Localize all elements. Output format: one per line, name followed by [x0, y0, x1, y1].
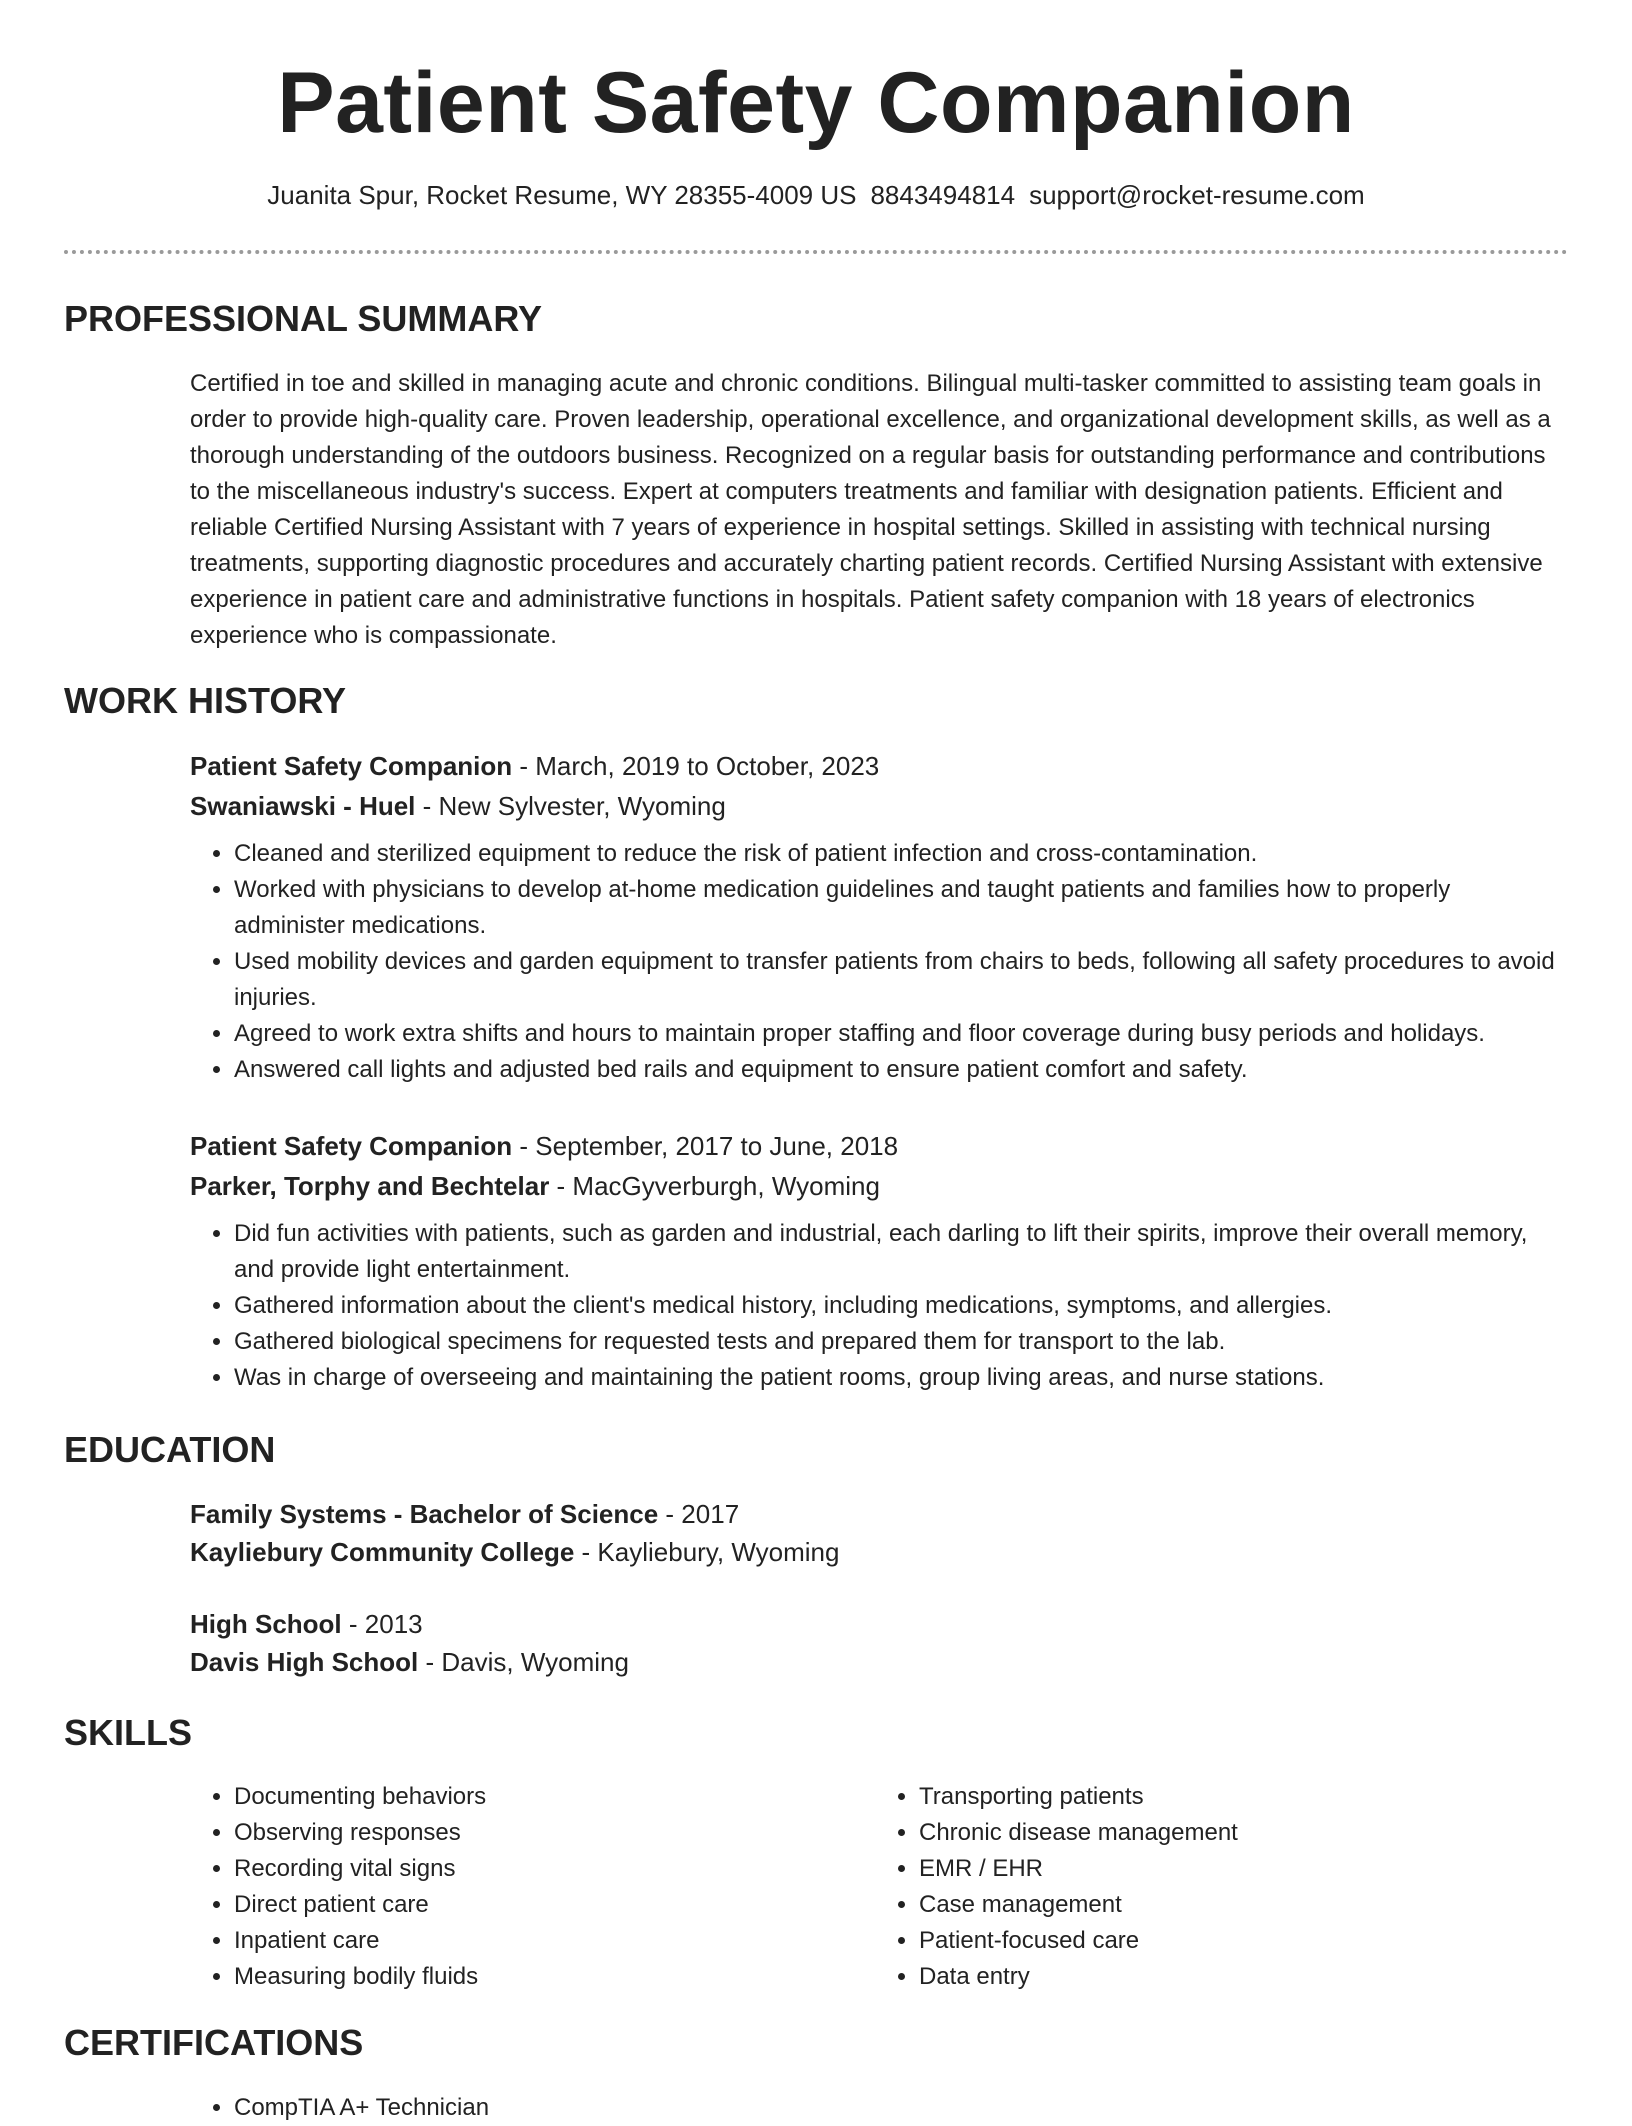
list-item: • Cleaned and sterilized equipment to reduce the risk of patient infection and cross-contamination.	[234, 836, 1560, 872]
section-title-work: WORK HISTORY	[64, 680, 347, 721]
education-school-line	[190, 1533, 1560, 1571]
contact-phone: 8843494814	[870, 180, 1016, 210]
list-item: • Did fun activities with patients, such as garden and industrial, each darling to lift their spirits, improve their overall memory, and provide light entertainment.	[234, 1216, 1560, 1288]
education-degree: Family Systems - Bachelor of Science	[190, 1499, 659, 1529]
education-degree-line	[190, 1605, 1560, 1643]
job-location: - New Sylvester, Wyoming	[415, 791, 726, 821]
job-company-line	[190, 786, 1560, 826]
summary-text: Certified in toe and skilled in managing acute and chronic conditions. Bilingual multi-tasker committed to assisting team goals in order to provide high-quality care. Proven leadership, operational excellence, and organizational development skills, as well as a thorough understanding of the outdoors business. Recognized on a regular basis for outstanding performance and contributions to the miscellaneous industry's success. Expert at computers treatments and familiar with designation patients. Efficient and reliable Certified Nursing Assistant with 7 years of experience in hospital settings. Skilled in assisting with technical nursing treatments, supporting diagnostic procedures and accurately charting patient records. Certified Nursing Assistant with extensive experience in patient care and administrative functions in hospitals. Patient safety companion with 18 years of electronics experience who is compassionate.	[190, 370, 1551, 649]
job-entry	[190, 746, 1560, 1088]
contact-address: Juanita Spur, Rocket Resume, WY 28355-4009 US	[267, 180, 857, 210]
resume-name-title: Patient Safety Companion	[277, 55, 1355, 151]
education-school: Davis High School	[190, 1647, 419, 1677]
job-role: Patient Safety Companion	[190, 751, 513, 781]
list-item: • Answered call lights and adjusted bed rails and equipment to ensure patient comfort and safety.	[234, 1052, 1560, 1088]
job-title-line	[190, 746, 1560, 786]
skills-list-right	[875, 1779, 1560, 1995]
list-item: • Direct patient care	[234, 1887, 875, 1923]
list-item: • Worked with physicians to develop at-home medication guidelines and taught patients and families how to properly administer medications.	[234, 872, 1560, 944]
education-entry	[190, 1605, 1560, 1681]
header-divider	[64, 250, 1568, 254]
list-item: • Used mobility devices and garden equipment to transfer patients from chairs to beds, following all safety procedures to avoid injuries.	[234, 944, 1560, 1016]
list-item: • Observing responses	[234, 1815, 875, 1851]
skills-list-left	[190, 1779, 875, 1995]
section-title-education: EDUCATION	[64, 1429, 276, 1470]
list-item: • Data entry	[919, 1959, 1560, 1995]
list-item: • CompTIA A+ Technician	[234, 2090, 1560, 2126]
job-title-line	[190, 1126, 1560, 1166]
job-dates: - September, 2017 to June, 2018	[512, 1131, 899, 1161]
list-item: • Gathered biological specimens for requested tests and prepared them for transport to the lab.	[234, 1324, 1560, 1360]
job-entry	[190, 1126, 1560, 1396]
job-location: - MacGyverburgh, Wyoming	[549, 1171, 880, 1201]
list-item: • Patient-focused care	[919, 1923, 1560, 1959]
education-degree-line	[190, 1495, 1560, 1533]
education-degree: High School	[190, 1609, 342, 1639]
education-school: Kayliebury Community College	[190, 1537, 575, 1567]
skills-grid	[190, 1779, 1560, 1995]
list-item: • Documenting behaviors	[234, 1779, 875, 1815]
education-location: - Kayliebury, Wyoming	[574, 1537, 840, 1567]
education-year: - 2013	[341, 1609, 423, 1639]
certifications-block	[190, 2090, 1560, 2126]
list-item: • Gathered information about the client's medical history, including medications, symptoms, and allergies.	[234, 1288, 1560, 1324]
section-title-certifications: CERTIFICATIONS	[64, 2022, 364, 2063]
list-item: • EMR / EHR	[919, 1851, 1560, 1887]
education-school-line	[190, 1643, 1560, 1681]
list-item: • Was in charge of overseeing and maintaining the patient rooms, group living areas, and nurse stations.	[234, 1360, 1560, 1396]
education-year: - 2017	[658, 1499, 740, 1529]
contact-email: support@rocket-resume.com	[1029, 180, 1365, 210]
list-item: • Transporting patients	[919, 1779, 1560, 1815]
job-duties-list	[190, 836, 1560, 1088]
job-duties-list	[190, 1216, 1560, 1396]
job-company-line	[190, 1166, 1560, 1206]
education-location: - Davis, Wyoming	[418, 1647, 629, 1677]
job-role: Patient Safety Companion	[190, 1131, 513, 1161]
list-item: • Case management	[919, 1887, 1560, 1923]
job-company: Parker, Torphy and Bechtelar	[190, 1171, 550, 1201]
job-company: Swaniawski - Huel	[190, 791, 416, 821]
education-entry	[190, 1495, 1560, 1571]
certifications-list	[190, 2090, 1560, 2126]
list-item: • Agreed to work extra shifts and hours to maintain proper staffing and floor coverage during busy periods and holidays.	[234, 1016, 1560, 1052]
list-item: • Chronic disease management	[919, 1815, 1560, 1851]
section-title-skills: SKILLS	[64, 1712, 193, 1753]
contact-line	[0, 180, 1632, 211]
list-item: • Measuring bodily fluids	[234, 1959, 875, 1995]
section-title-summary: PROFESSIONAL SUMMARY	[64, 298, 543, 339]
list-item: • Recording vital signs	[234, 1851, 875, 1887]
list-item: • Inpatient care	[234, 1923, 875, 1959]
job-dates: - March, 2019 to October, 2023	[512, 751, 880, 781]
